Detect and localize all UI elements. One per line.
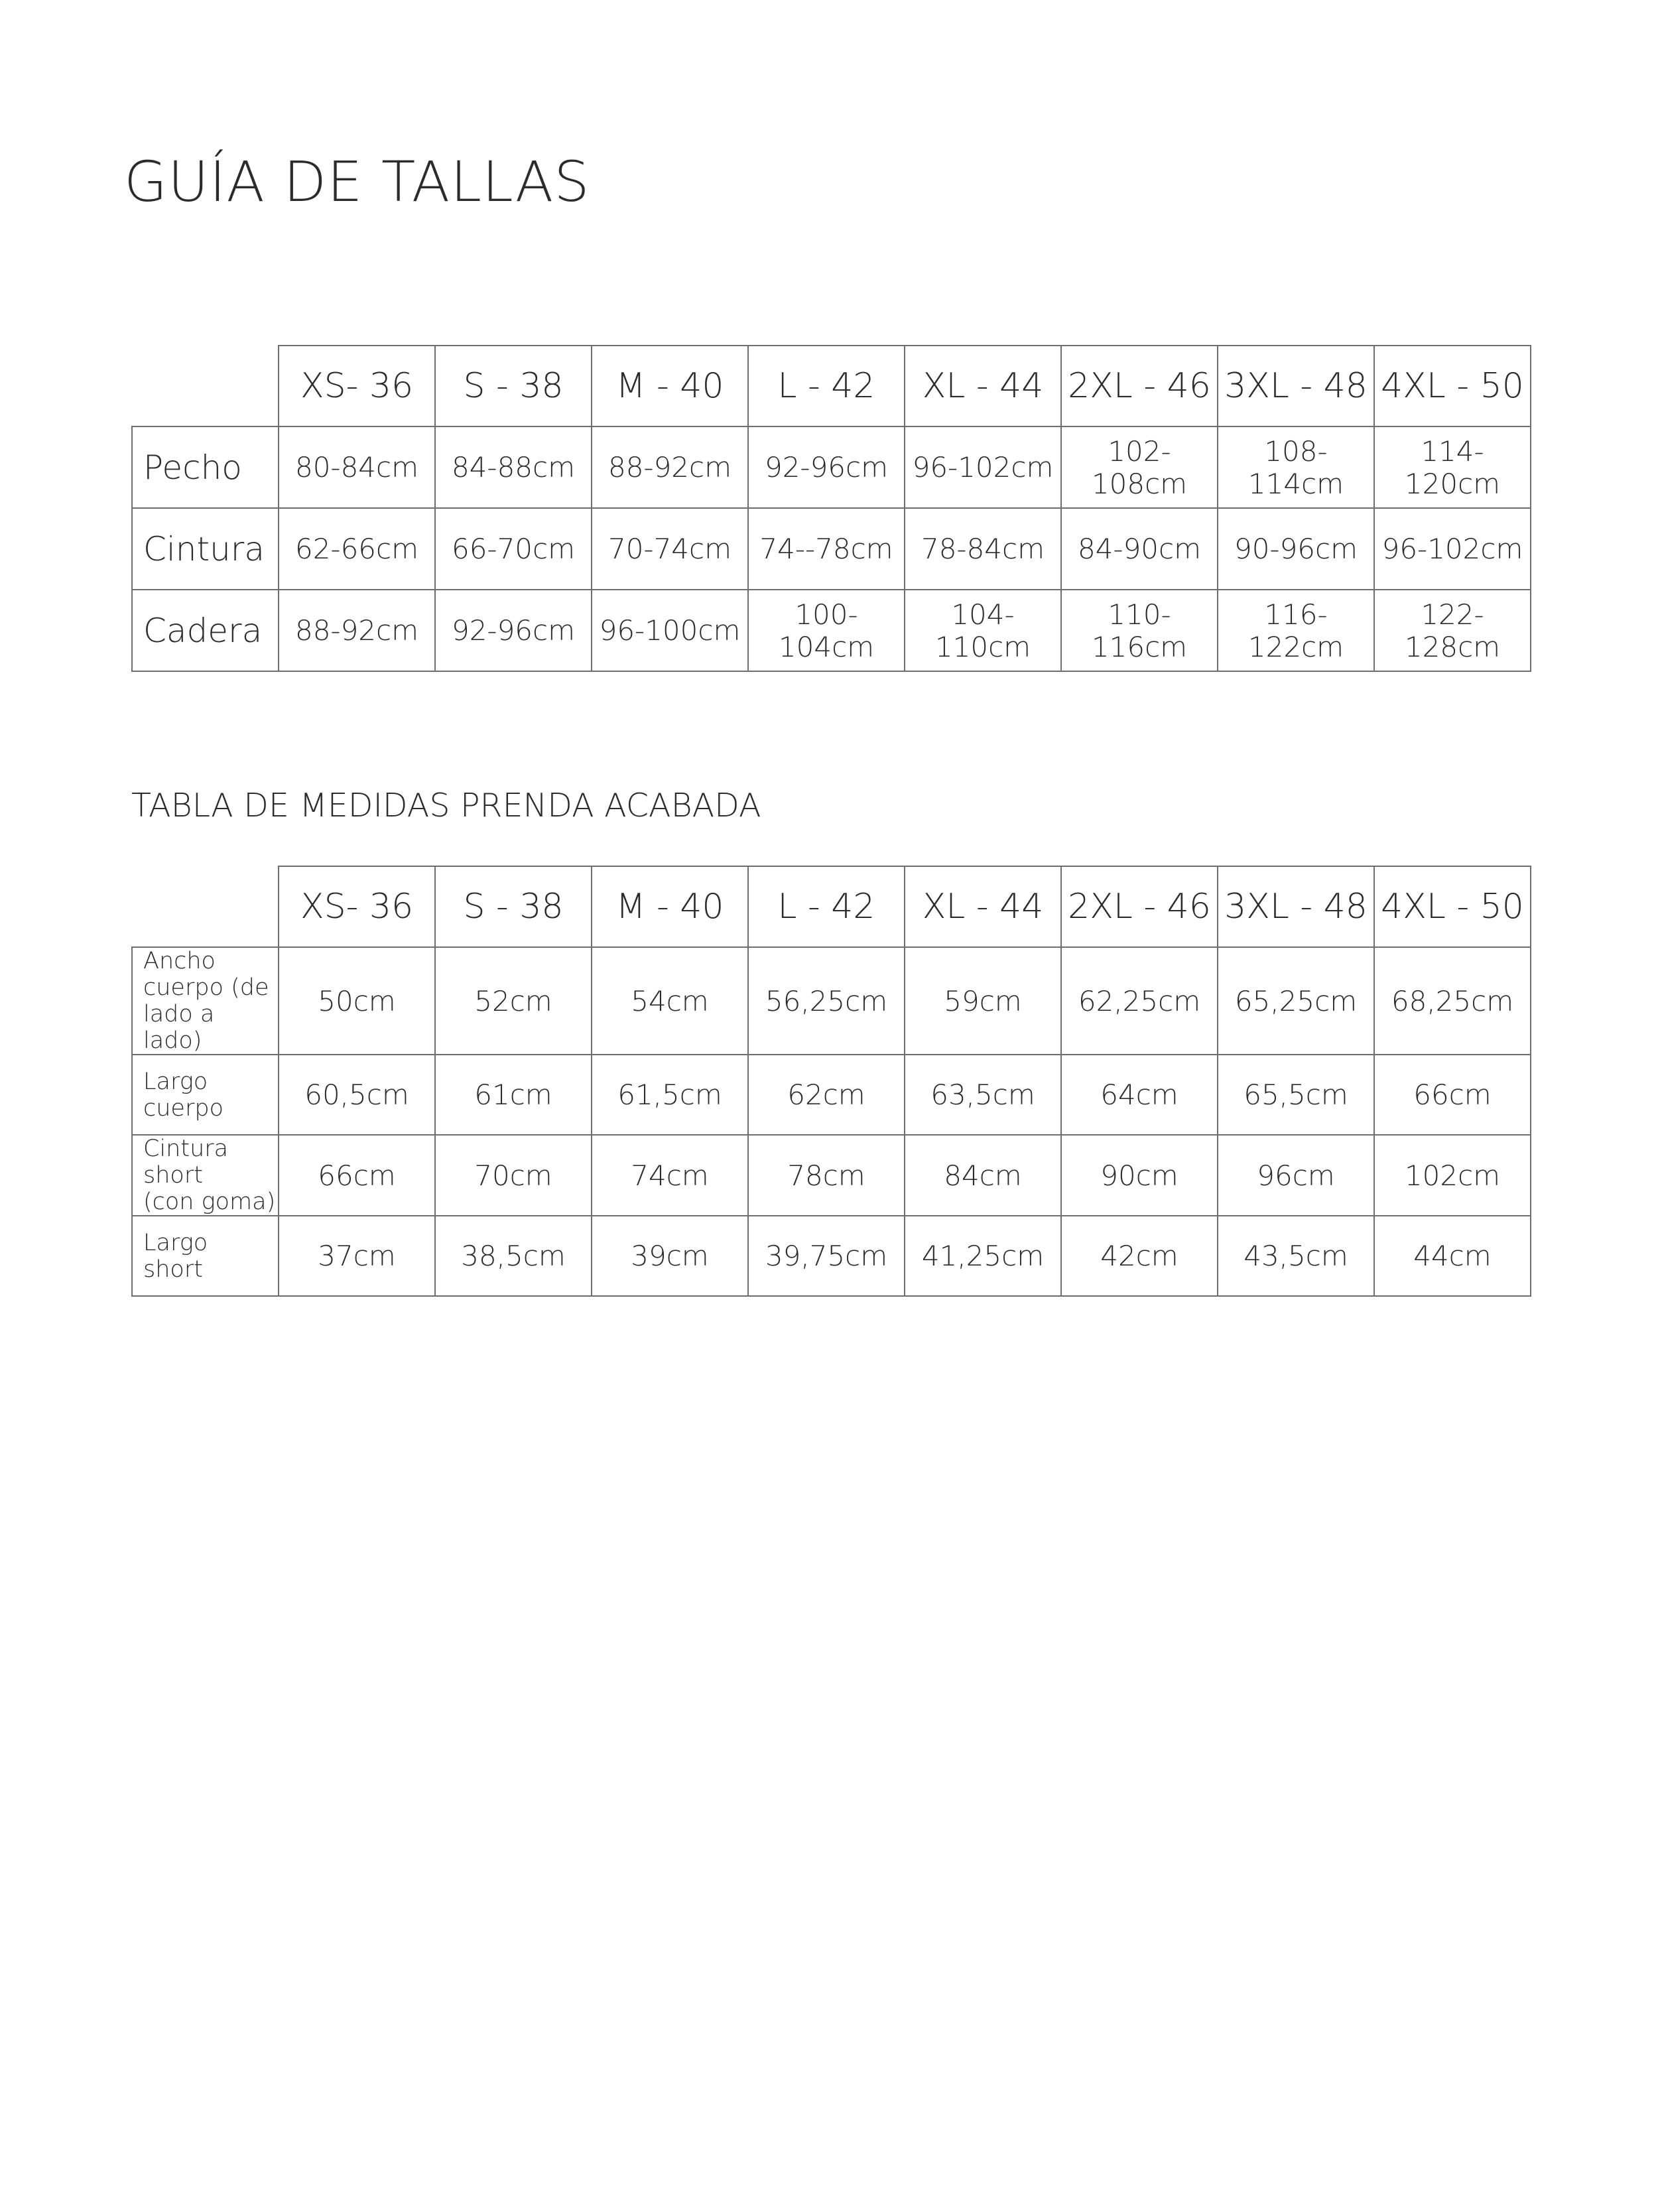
- measure-cell: 92-96cm: [435, 590, 592, 671]
- table-row: [132, 590, 1531, 671]
- measure-cell: 52cm: [435, 947, 592, 1055]
- empty-corner-cell: [132, 346, 279, 426]
- measure-cell: 70cm: [435, 1135, 592, 1216]
- size-header-cell: M - 40: [592, 346, 748, 426]
- row-label: Cintura: [132, 508, 279, 590]
- measure-cell: 59cm: [905, 947, 1061, 1055]
- size-header-cell: 3XL - 48: [1218, 866, 1374, 947]
- measure-cell: 114-120cm: [1374, 426, 1531, 508]
- row-label-line: Largo: [143, 1068, 208, 1095]
- measure-cell: 41,25cm: [905, 1216, 1061, 1296]
- size-header-row: [132, 346, 1531, 426]
- measure-cell: 78-84cm: [905, 508, 1061, 590]
- measure-cell: 50cm: [279, 947, 435, 1055]
- measure-cell: 65,25cm: [1218, 947, 1374, 1055]
- measure-cell: 62cm: [748, 1055, 905, 1135]
- measure-cell: 38,5cm: [435, 1216, 592, 1296]
- row-label-line: cuerpo: [143, 1094, 223, 1122]
- table-row: [132, 1216, 1531, 1296]
- row-label-line: cuerpo (de: [143, 974, 269, 1001]
- size-header-cell: 2XL - 46: [1061, 866, 1218, 947]
- table-row: [132, 947, 1531, 1055]
- row-label: [132, 1135, 279, 1216]
- measure-cell: 61cm: [435, 1055, 592, 1135]
- size-header-cell: 2XL - 46: [1061, 346, 1218, 426]
- table-row: [132, 426, 1531, 508]
- measure-cell: 63,5cm: [905, 1055, 1061, 1135]
- row-label-line: short: [143, 1256, 203, 1283]
- row-label: [132, 1216, 279, 1296]
- measure-cell: 62-66cm: [279, 508, 435, 590]
- row-label-line: Cintura: [143, 1136, 229, 1162]
- size-header-cell: L - 42: [748, 346, 905, 426]
- measure-cell: 96cm: [1218, 1135, 1374, 1216]
- row-label: [132, 1055, 279, 1135]
- measure-cell: 102cm: [1374, 1135, 1531, 1216]
- measure-cell: 61,5cm: [592, 1055, 748, 1135]
- measure-cell: 54cm: [592, 947, 748, 1055]
- measure-cell: 92-96cm: [748, 426, 905, 508]
- measure-cell: 44cm: [1374, 1216, 1531, 1296]
- measure-cell: 104-110cm: [905, 590, 1061, 671]
- row-label: Cadera: [132, 590, 279, 671]
- measure-cell: 80-84cm: [279, 426, 435, 508]
- measure-cell: 90cm: [1061, 1135, 1218, 1216]
- measure-cell: 70-74cm: [592, 508, 748, 590]
- finished-garment-title: TABLA DE MEDIDAS PRENDA ACABADA: [131, 787, 761, 824]
- size-header-row: [132, 866, 1531, 947]
- body-measures-table: [131, 345, 1531, 672]
- size-header-cell: S - 38: [435, 346, 592, 426]
- empty-corner-cell: [132, 866, 279, 947]
- size-header-cell: 4XL - 50: [1374, 346, 1531, 426]
- measure-cell: 68,25cm: [1374, 947, 1531, 1055]
- measure-cell: 102-108cm: [1061, 426, 1218, 508]
- measure-cell: 116-122cm: [1218, 590, 1374, 671]
- row-label-line: lado a lado): [143, 1001, 215, 1054]
- measure-cell: 110-116cm: [1061, 590, 1218, 671]
- measure-cell: 62,25cm: [1061, 947, 1218, 1055]
- measure-cell: 84-88cm: [435, 426, 592, 508]
- table-row: [132, 508, 1531, 590]
- measure-cell: 88-92cm: [592, 426, 748, 508]
- measure-cell: 66cm: [1374, 1055, 1531, 1135]
- measure-cell: 43,5cm: [1218, 1216, 1374, 1296]
- size-header-cell: XS- 36: [279, 866, 435, 947]
- measure-cell: 56,25cm: [748, 947, 905, 1055]
- table-row: [132, 1055, 1531, 1135]
- measure-cell: 74cm: [592, 1135, 748, 1216]
- size-header-cell: S - 38: [435, 866, 592, 947]
- row-label: Pecho: [132, 426, 279, 508]
- page-title: GUÍA DE TALLAS: [124, 149, 590, 214]
- measure-cell: 64cm: [1061, 1055, 1218, 1135]
- row-label-line: Largo: [143, 1229, 208, 1256]
- measure-cell: 96-100cm: [592, 590, 748, 671]
- measure-cell: 84-90cm: [1061, 508, 1218, 590]
- measure-cell: 88-92cm: [279, 590, 435, 671]
- measure-cell: 90-96cm: [1218, 508, 1374, 590]
- row-label-line: short: [143, 1162, 203, 1189]
- measure-cell: 78cm: [748, 1135, 905, 1216]
- measure-cell: 96-102cm: [1374, 508, 1531, 590]
- measure-cell: 108-114cm: [1218, 426, 1374, 508]
- measure-cell: 37cm: [279, 1216, 435, 1296]
- finished-garment-table: [131, 866, 1531, 1297]
- size-header-cell: L - 42: [748, 866, 905, 947]
- size-header-cell: M - 40: [592, 866, 748, 947]
- measure-cell: 39cm: [592, 1216, 748, 1296]
- measure-cell: 74--78cm: [748, 508, 905, 590]
- row-label-line: Ancho: [143, 948, 216, 974]
- row-label: [132, 947, 279, 1055]
- measure-cell: 39,75cm: [748, 1216, 905, 1296]
- size-header-cell: 3XL - 48: [1218, 346, 1374, 426]
- measure-cell: 122-128cm: [1374, 590, 1531, 671]
- measure-cell: 96-102cm: [905, 426, 1061, 508]
- row-label-line: (con goma): [143, 1189, 276, 1215]
- table-row: [132, 1135, 1531, 1216]
- size-header-cell: 4XL - 50: [1374, 866, 1531, 947]
- size-header-cell: XL - 44: [905, 346, 1061, 426]
- measure-cell: 66cm: [279, 1135, 435, 1216]
- size-header-cell: XS- 36: [279, 346, 435, 426]
- measure-cell: 100-104cm: [748, 590, 905, 671]
- measure-cell: 65,5cm: [1218, 1055, 1374, 1135]
- measure-cell: 66-70cm: [435, 508, 592, 590]
- measure-cell: 84cm: [905, 1135, 1061, 1216]
- measure-cell: 42cm: [1061, 1216, 1218, 1296]
- measure-cell: 60,5cm: [279, 1055, 435, 1135]
- size-header-cell: XL - 44: [905, 866, 1061, 947]
